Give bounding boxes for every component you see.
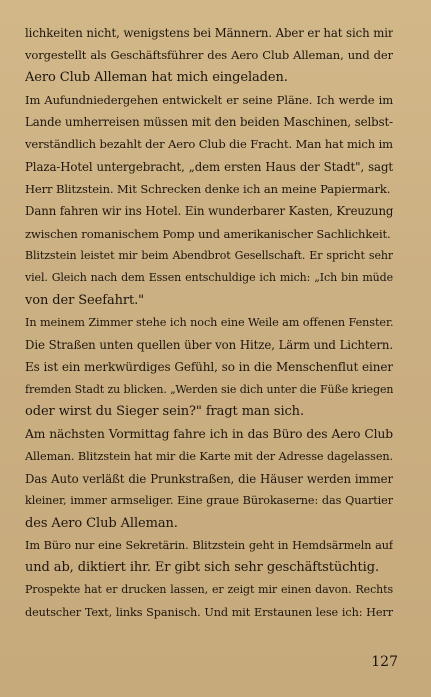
text-line: Im Büro nur eine Sekretärin. Blitzstein geht in Hemdsärmeln auf: [25, 538, 393, 552]
text-line: Lande umherreisen müssen mit den beiden Maschinen, selbst-: [25, 115, 393, 130]
text-line: Die Straßen unten quellen über von Hitze, Lärm und Lichtern.: [25, 338, 393, 353]
page-number: 127: [371, 654, 398, 670]
text-line: Alleman. Blitzstein hat mir die Karte mit der Adresse dagelassen.: [25, 449, 393, 463]
text-line: Plaza-Hotel untergebracht, „dem ersten Haus der Stadt", sagt: [25, 159, 393, 174]
text-line: und ab, diktiert ihr. Er gibt sich sehr geschäftstüchtig.: [25, 560, 379, 576]
text-line: Aero Club Alleman hat mich eingeladen.: [25, 69, 288, 85]
text-line: verständlich bezahlt der Aero Club die Fracht. Man hat mich im: [25, 137, 393, 152]
text-line: In meinem Zimmer stehe ich noch eine Weile am offenen Fenster.: [25, 315, 393, 329]
text-line: vorgestellt als Geschäftsführer des Aero Club Alleman, und der: [25, 48, 393, 63]
text-line: Herr Blitzstein. Mit Schrecken denke ich an meine Papiermark.: [25, 182, 391, 197]
text-line: kleiner, immer armseliger. Eine graue Bürokaserne: das Quartier: [25, 494, 393, 508]
text-line: Das Auto verläßt die Prunkstraßen, die Häuser werden immer: [25, 471, 393, 486]
text-line: Dann fahren wir ins Hotel. Ein wunderbarer Kasten, Kreuzung: [25, 204, 393, 219]
text-line: fremden Stadt zu blicken. „Werden sie dich unter die Füße kriegen: [25, 382, 393, 396]
body-text: [25, 22, 393, 624]
text-line: Prospekte hat er drucken lassen, er zeigt mir einen davon. Rechts: [25, 583, 393, 597]
text-line: Blitzstein leistet mir beim Abendbrot Gesellschaft. Er spricht sehr: [25, 248, 393, 262]
text-line: zwischen romanischem Pomp und amerikanischer Sachlichkeit.: [25, 226, 391, 241]
text-line: oder wirst du Sieger sein?" fragt man sich.: [25, 404, 304, 420]
text-line: Im Aufundniedergehen entwickelt er seine Pläne. Ich werde im: [25, 92, 393, 107]
text-line: Es ist ein merkwürdiges Gefühl, so in die Menschenflut einer: [25, 360, 393, 375]
text-line: von der Seefahrt.": [25, 292, 145, 308]
text-line: viel. Gleich nach dem Essen entschuldige ich mich: „Ich bin müde: [25, 271, 393, 285]
text-line: des Aero Club Alleman.: [25, 515, 178, 531]
text-line: Am nächsten Vormittag fahre ich in das Büro des Aero Club: [25, 427, 393, 442]
text-line: lichkeiten nicht, wenigstens bei Männern. Aber er hat sich mir: [25, 26, 393, 40]
text-line: deutscher Text, links Spanisch. Und mit Erstaunen lese ich: Herr: [25, 605, 393, 619]
